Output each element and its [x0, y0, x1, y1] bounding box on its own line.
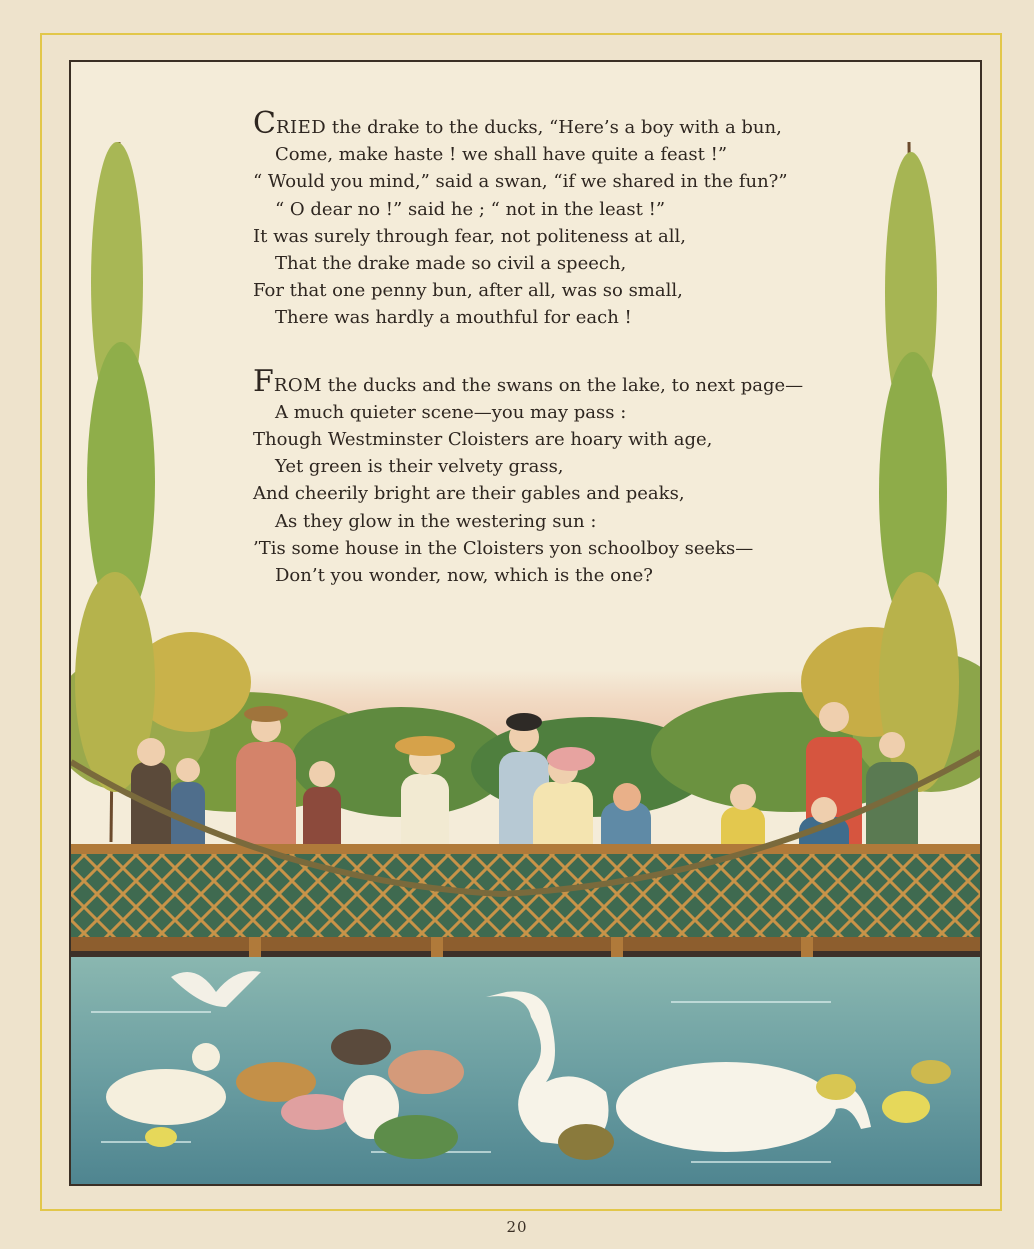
- poem-stanza-1: [253, 106, 873, 332]
- poem-line: And cheerily bright are their gables and peaks,: [253, 483, 685, 505]
- poem-line: ’Tis some house in the Cloisters yon schoolboy seeks—: [253, 537, 754, 559]
- poem-line: Yet green is their velvety grass,: [275, 456, 564, 478]
- page-frame: [69, 60, 982, 1186]
- drop-cap-f: F: [253, 363, 274, 399]
- page-number: 20: [506, 1218, 528, 1236]
- poem-line: FROM the ducks and the swans on the lake, to next page—: [253, 363, 804, 399]
- poem-stanza-2: [253, 363, 873, 590]
- poem-line: “ Would you mind,” said a swan, “if we shared in the fun?”: [253, 171, 788, 193]
- poem-line: There was hardly a mouthful for each !: [275, 307, 632, 329]
- left-poplar-tree: [75, 142, 155, 842]
- poem-line: As they glow in the westering sun :: [275, 510, 597, 532]
- poem-line: Though Westminster Cloisters are hoary with age,: [253, 429, 713, 451]
- small-caps-word: RIED: [275, 117, 327, 138]
- poem-line: CRIED the drake to the ducks, “Here’s a boy with a bun,: [253, 106, 782, 141]
- small-caps-word: ROM: [273, 374, 323, 396]
- poem-line: A much quieter scene—you may pass :: [275, 401, 627, 423]
- poem-line: “ O dear no !” said he ; “ not in the least !”: [275, 198, 666, 220]
- poem-line: That the drake made so civil a speech,: [275, 253, 627, 275]
- poem-text: [253, 106, 873, 589]
- poem-line: Come, make haste ! we shall have quite a feast !”: [275, 144, 728, 166]
- drop-cap-c: C: [253, 106, 276, 141]
- poem-line: Don’t you wonder, now, which is the one?: [275, 565, 653, 587]
- poem-line: It was surely through fear, not politeness at all,: [253, 225, 686, 247]
- poem-line: For that one penny bun, after all, was so small,: [253, 280, 683, 302]
